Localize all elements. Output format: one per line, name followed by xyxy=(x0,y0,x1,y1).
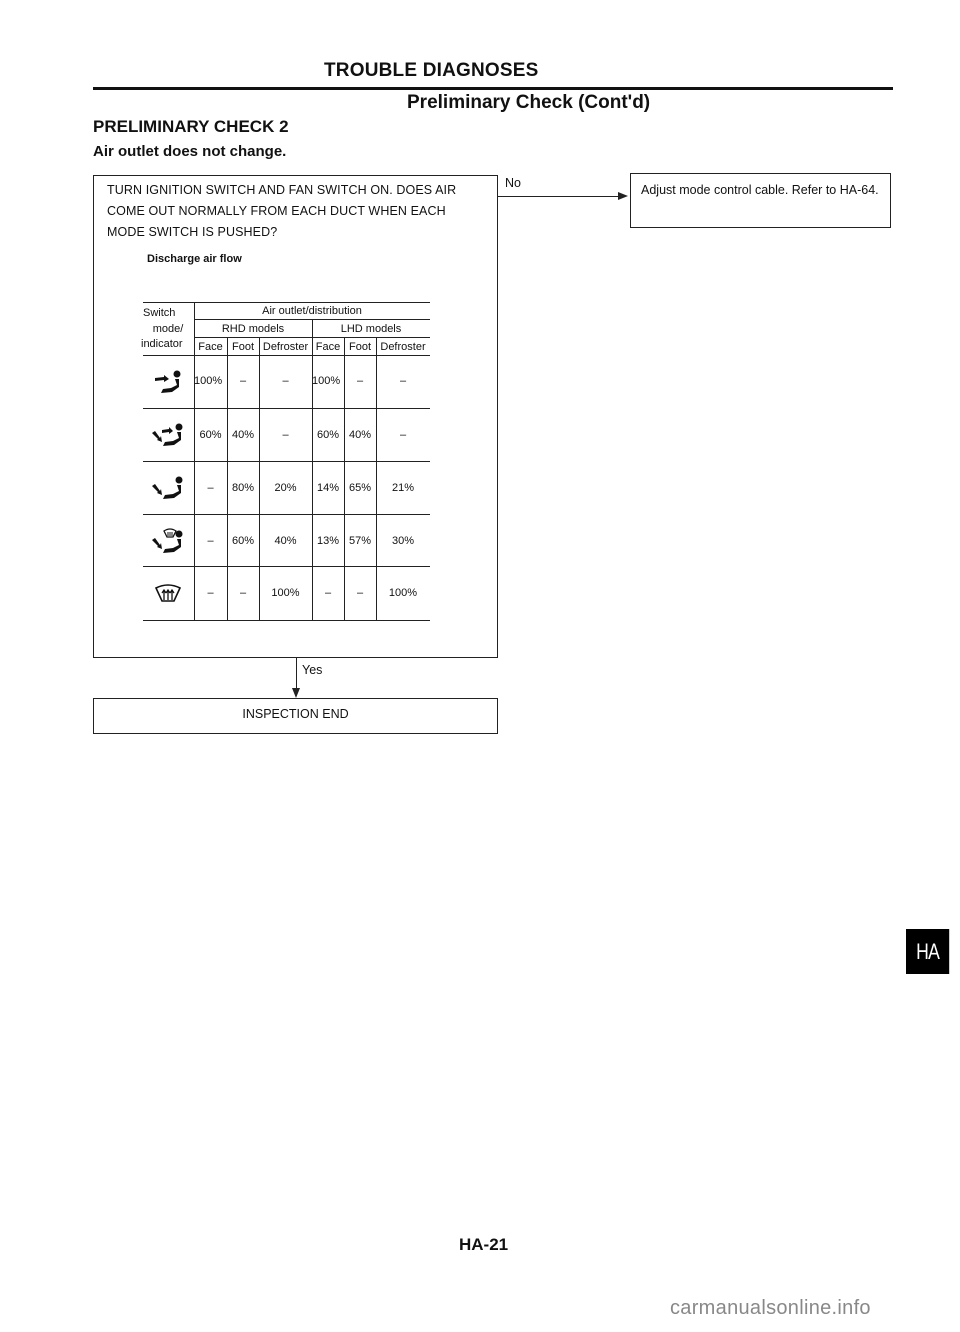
switch-header-line1: Switch xyxy=(143,307,176,319)
cell: 65% xyxy=(348,482,372,494)
cell: 40% xyxy=(231,429,255,441)
cell: – xyxy=(399,429,407,441)
vent-mode-icon xyxy=(143,360,193,404)
col-header: Defroster xyxy=(380,341,426,353)
question-text: TURN IGNITION SWITCH AND FAN SWITCH ON. DOES AIR COME OUT NORMALLY FROM EACH DUCT WHEN EACH MODE SWITCH IS PUSHED? xyxy=(107,183,457,239)
cell: 40% xyxy=(348,429,372,441)
cell: 60% xyxy=(231,535,255,547)
cell: – xyxy=(207,587,214,599)
col-header: Foot xyxy=(231,341,254,353)
yes-arrow-line xyxy=(296,658,297,690)
inspection-end-text: INSPECTION END xyxy=(242,707,349,721)
cell: – xyxy=(356,587,364,599)
cell: 21% xyxy=(391,482,415,494)
arrow-right-icon xyxy=(618,192,628,200)
header-rule xyxy=(93,87,893,90)
cell: 60% xyxy=(199,429,222,441)
section-title: PRELIMINARY CHECK 2 xyxy=(93,117,289,136)
no-branch-label: No xyxy=(505,176,521,190)
cell: 13% xyxy=(316,535,340,547)
cell: 30% xyxy=(391,535,415,547)
cell: 40% xyxy=(274,535,297,547)
cell: – xyxy=(399,375,407,387)
table-rule xyxy=(143,355,430,356)
cell: 80% xyxy=(231,482,255,494)
section-subtitle: Air outlet does not change. xyxy=(93,143,287,160)
foot-mode-icon xyxy=(143,466,193,510)
table-rule xyxy=(143,620,430,621)
cell: 100% xyxy=(271,587,300,599)
header-title: TROUBLE DIAGNOSES xyxy=(324,60,539,81)
col-header: Face xyxy=(315,341,341,353)
foot-defrost-mode-icon xyxy=(143,519,193,563)
cell: – xyxy=(239,375,247,387)
table-rule xyxy=(143,408,430,409)
cell: – xyxy=(239,587,247,599)
lhd-header: LHD models xyxy=(340,323,402,335)
arrow-down-icon xyxy=(292,688,300,698)
col-header: Defroster xyxy=(262,341,309,353)
table-rule xyxy=(143,566,430,567)
cell: – xyxy=(207,482,214,494)
defrost-mode-icon xyxy=(143,572,193,616)
cell: – xyxy=(324,587,332,599)
discharge-air-flow-label: Discharge air flow xyxy=(147,253,242,265)
col-header: Face xyxy=(198,341,223,353)
bi-level-mode-icon xyxy=(143,413,193,457)
header-subtitle: Preliminary Check (Cont'd) xyxy=(407,92,651,113)
rhd-header: RHD models xyxy=(221,323,285,335)
cell: – xyxy=(207,535,214,547)
cell: 14% xyxy=(316,482,340,494)
cell: 60% xyxy=(316,429,340,441)
page-number: HA-21 xyxy=(459,1235,509,1254)
adjust-cable-text: Adjust mode control cable. Refer to HA-64. xyxy=(641,183,879,197)
cell: – xyxy=(282,375,289,387)
switch-header-line2: mode/ xyxy=(152,323,184,335)
yes-branch-label: Yes xyxy=(302,663,323,677)
air-outlet-header: Air outlet/distribution xyxy=(262,305,362,317)
table-rule xyxy=(143,514,430,515)
table-rule xyxy=(312,319,313,620)
cell: 100% xyxy=(194,375,223,387)
switch-header-line3: indicator xyxy=(141,338,183,350)
no-arrow-line xyxy=(498,196,620,197)
cell: – xyxy=(282,429,289,441)
watermark: carmanualsonline.info xyxy=(670,1297,871,1319)
cell: – xyxy=(356,375,364,387)
cell: 20% xyxy=(274,482,297,494)
table-rule xyxy=(143,302,430,303)
cell: 100% xyxy=(388,587,418,599)
col-header: Foot xyxy=(348,341,371,353)
cell: 100% xyxy=(312,375,341,387)
table-rule xyxy=(143,461,430,462)
cell: 57% xyxy=(348,535,372,547)
section-tab-ha: HA xyxy=(906,929,949,974)
